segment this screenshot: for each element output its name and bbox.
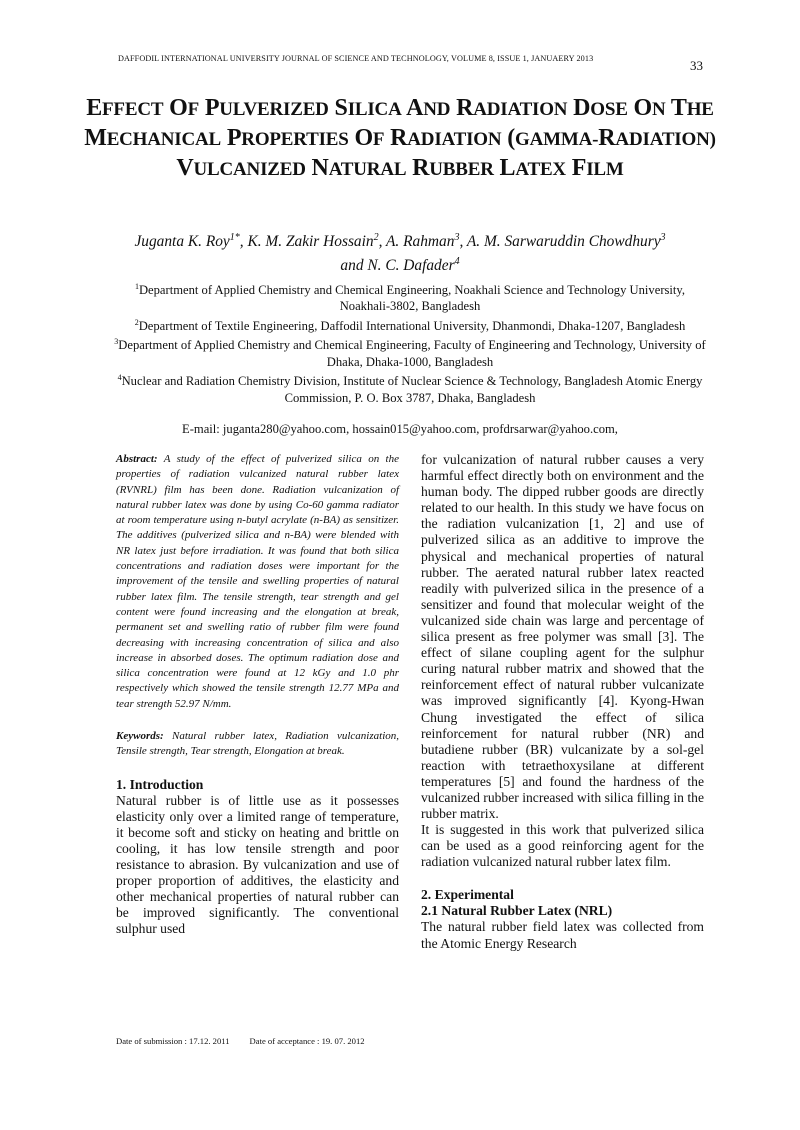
author-name: K. M. Zakir Hossain <box>247 233 374 251</box>
submission-dates <box>116 1036 365 1046</box>
affiliation-text: Department of Applied Chemistry and Chemical Engineering, Noakhali Science and Technology University, Noakhali-3802, Bangladesh <box>138 283 686 314</box>
keywords-label: Keywords: <box>116 730 164 743</box>
abstract <box>116 452 399 712</box>
affiliation <box>110 279 710 315</box>
left-column <box>116 452 399 937</box>
affiliation-number: 3 <box>114 337 119 347</box>
date-of-acceptance: Date of acceptance : 19. 07. 2012 <box>249 1036 365 1046</box>
email-line: E-mail: juganta280@yahoo.com, hossain015@yahoo.com, profdrsarwar@yahoo.com, <box>182 422 618 436</box>
date-of-submission: Date of submission : 17.12. 2011 <box>116 1036 230 1046</box>
abstract-text: A study of the effect of pulverized silica on the properties of radiation vulcanized natural rubber latex (RVNRL) film has been done. Radiation vulcanization of natural rubber latex was done by using Co-60 gamma radiator at room temperature using n-butyl acrylate (n-BA) as sensitizer. The additives (pulverized silica and n-BA) were blended with NR latex just before irradiation. It was found that both silica concentrations and radiation doses were important for the improvement of the tensile and swelling properties of natural rubber latex film. The tensile strength, tear strength and gel content were found increasing and the elongation at break, permanent set and swelling ratio of rubber film were found decreasing with increasing concentration of silica and also increase in absorbed doses. The optimum radiation dose and silica concentration were found at 12 kGy and 1.0 phr respectively which showed the tensile strength 12.77 MPa and tear strength 52.97 N/mm. <box>116 453 399 710</box>
author-affiliation-marker: 3 <box>454 232 460 243</box>
keywords <box>116 729 399 760</box>
affiliation-number: 1 <box>134 282 139 291</box>
author-list: Juganta K. Roy$^{1*}$, K. M. Zakir Hossain$^2$, A. Rahman$^3$, A. M. Sarwaruddin Chowdhury$^3$ and N. C. Dafader$^4$ <box>134 232 666 275</box>
journal-header: DAFFODIL INTERNATIONAL UNIVERSITY JOURNAL OF SCIENCE AND TECHNOLOGY, VOLUME 8, ISSUE 1, JANUAERY 2013 <box>118 54 594 63</box>
affiliation-list <box>110 279 710 406</box>
page-number: 33 <box>690 58 703 73</box>
author-affiliation-marker: 2 <box>373 232 379 243</box>
author-name: N. C. Dafader <box>367 257 455 275</box>
introduction-paragraph-1-start: Natural rubber is of little use as it possesses elasticity only over a limited range of temperature, it become soft and sticky on heating and brittle on cooling, it has low tensile strength and poor resistance to abrasion. By vulcanization and use of proper proportion of additives, the elasticity and other mechanical properties of natural rubber can be improved significantly. The conventional sulphur used <box>116 792 399 937</box>
affiliation-number: 4 <box>117 373 122 383</box>
experimental-paragraph-1: The natural rubber field latex was collected from the Atomic Energy Research <box>421 919 704 951</box>
right-column <box>421 452 704 952</box>
section-heading-introduction: 1. Introduction <box>116 776 204 792</box>
author-name: Juganta K. Roy <box>134 233 230 251</box>
section-heading-experimental: 2. Experimental <box>421 887 514 903</box>
affiliation <box>110 334 710 370</box>
affiliation-text: Nuclear and Radiation Chemistry Division, Institute of Nuclear Science & Technology, Bangladesh Atomic Energy Commission, P. O. Box 3787, Dhaka, Bangladesh <box>121 374 703 405</box>
affiliation-number: 2 <box>134 317 139 327</box>
affiliation <box>110 315 710 334</box>
abstract-label: Abstract: <box>116 453 158 465</box>
author-affiliation-marker: 1* <box>229 232 240 243</box>
subsection-heading-nrl: 2.1 Natural Rubber Latex (NRL) <box>421 903 613 919</box>
affiliation-text: Department of Applied Chemistry and Chemical Engineering, Faculty of Engineering and Technology, University of Dhaka, Dhaka-1000, Bangladesh <box>118 338 706 369</box>
author-name: A. Rahman <box>386 233 455 251</box>
paper-title: EFFECT OF PULVERIZED SILICA AND RADIATION DOSE ON THE MECHANICAL PROPERTIES OF RADIATION (GAMMA-RADIATION) VULCANIZED NATURAL RUBBER LATEX FILM <box>84 95 716 181</box>
author-affiliation-marker: 3 <box>660 232 666 243</box>
author-affiliation-marker: 4 <box>454 256 460 268</box>
affiliation-text: Department of Textile Engineering, Daffodil International University, Dhanmondi, Dhaka-1207, Bangladesh <box>138 318 686 333</box>
affiliation <box>110 370 710 406</box>
author-name: A. M. Sarwaruddin Chowdhury <box>466 233 661 251</box>
keywords-text: Natural rubber latex, Radiation vulcanization, Tensile strength, Tear strength, Elongation at break. <box>116 730 399 758</box>
introduction-paragraph-1-continued: for vulcanization of natural rubber causes a very harmful effect directly both on environment and the human body. The dipped rubber goods are directly related to our health. In this study we have focus on the radiation vulcanization [1, 2] and use of pulverized silica as an additive to improve the physical and mechanical properties of natural rubber. The aerated natural rubber latex reacted readily with pulverized silica in the presence of a sensitizer and found that molecular weight of the vulcanized side chain was large and percentage of silica present as free polymer was small [3]. The effect of silane coupling agent for the sulphur curing natural rubber matrix and showed that the reinforcement effect of natural rubber vulcanizate was improved significantly [4]. Kyong-Hwan Chung investigated the effect of silica reinforcement for natural rubber (NR) and butadiene rubber (BR) vulcanizate by a sol-gel reaction with tetraethoxysilane at different temperatures [5] and found the hardness of the vulcanized rubber increased with silica filling in the rubber matrix. <box>421 452 704 822</box>
introduction-paragraph-2: It is suggested in this work that pulverized silica can be used as a good reinforcing agent for the radiation vulcanized natural rubber latex film. <box>421 822 704 870</box>
